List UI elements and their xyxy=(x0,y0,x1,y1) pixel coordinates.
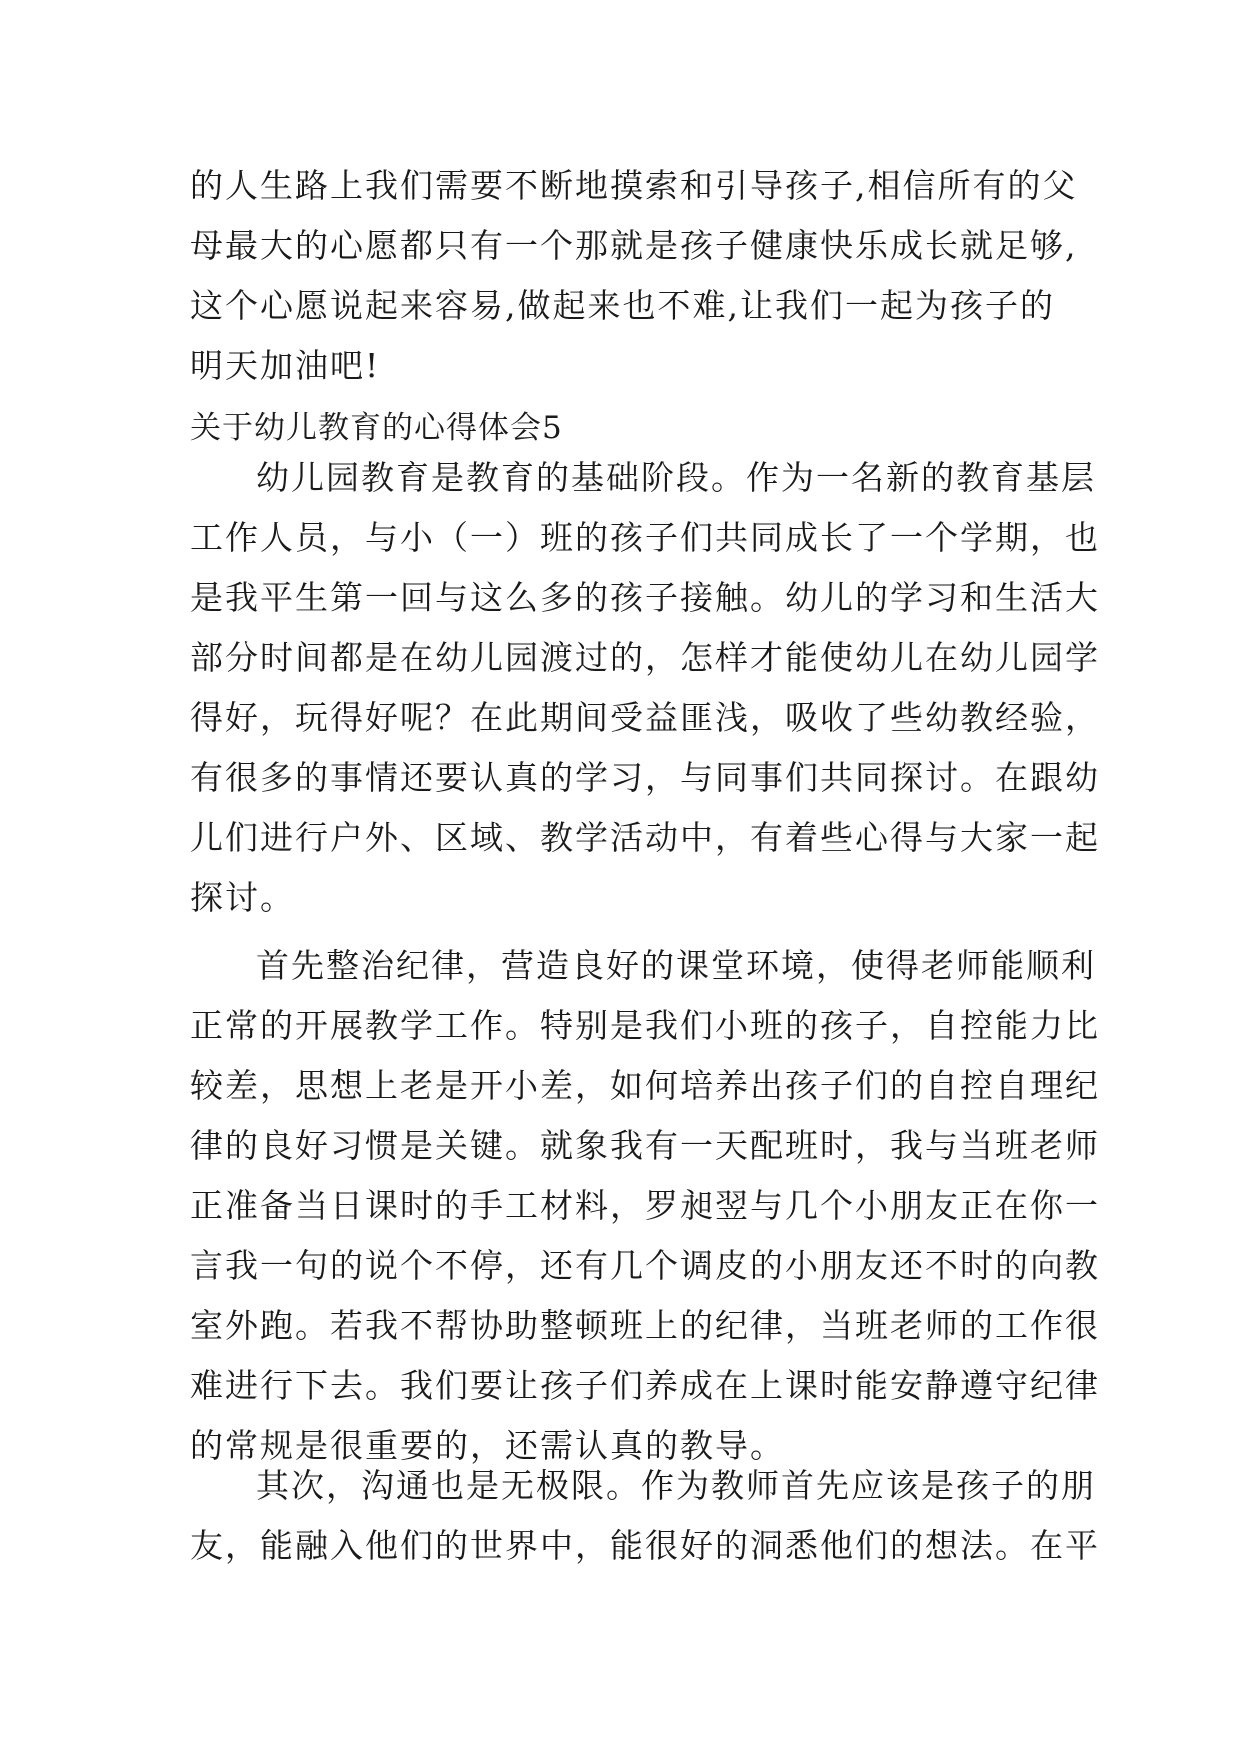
text-line: 室外跑。若我不帮协助整顿班上的纪律，当班老师的工作很 xyxy=(190,1306,1100,1345)
text-line: 这个心愿说起来容易,做起来也不难,让我们一起为孩子的 xyxy=(190,286,1055,325)
text-line: 明天加油吧! xyxy=(190,346,381,385)
text-line: 工作人员，与小（一）班的孩子们共同成长了一个学期，也 xyxy=(190,518,1100,557)
heading-text: 关于幼儿教育的心得体会5 xyxy=(190,410,563,446)
text-line: 难进行下去。我们要让孩子们养成在上课时能安静遵守纪律 xyxy=(190,1366,1100,1405)
text-line: 言我一句的说个不停，还有几个调皮的小朋友还不时的向教 xyxy=(190,1246,1100,1285)
text-line: 正准备当日课时的手工材料，罗昶翌与几个小朋友正在你一 xyxy=(190,1186,1100,1225)
intro-paragraph xyxy=(190,156,1078,396)
paragraph-1 xyxy=(190,448,1100,928)
text-line: 其次，沟通也是无极限。作为教师首先应该是孩子的朋 xyxy=(256,1466,1096,1505)
text-line: 得好，玩得好呢？在此期间受益匪浅，吸收了些幼教经验， xyxy=(190,698,1100,737)
text-line: 正常的开展教学工作。特别是我们小班的孩子，自控能力比 xyxy=(190,1006,1100,1045)
text-line: 友，能融入他们的世界中，能很好的洞悉他们的想法。在平 xyxy=(190,1526,1100,1565)
text-line: 的常规是很重要的，还需认真的教导。 xyxy=(190,1426,785,1465)
text-line: 的人生路上我们需要不断地摸索和引导孩子,相信所有的父 xyxy=(190,166,1078,205)
text-line: 探讨。 xyxy=(190,878,295,917)
paragraph-2 xyxy=(190,936,1100,1476)
text-line: 母最大的心愿都只有一个那就是孩子健康快乐成长就足够, xyxy=(190,226,1078,265)
text-line: 有很多的事情还要认真的学习，与同事们共同探讨。在跟幼 xyxy=(190,758,1100,797)
text-line: 儿们进行户外、区域、教学活动中，有着些心得与大家一起 xyxy=(190,818,1100,857)
text-line: 是我平生第一回与这么多的孩子接触。幼儿的学习和生活大 xyxy=(190,578,1100,617)
paragraph-3 xyxy=(190,1456,1100,1576)
text-line: 较差，思想上老是开小差，如何培养出孩子们的自控自理纪 xyxy=(190,1066,1100,1105)
text-line: 幼儿园教育是教育的基础阶段。作为一名新的教育基层 xyxy=(256,458,1096,497)
text-line: 部分时间都是在幼儿园渡过的，怎样才能使幼儿在幼儿园学 xyxy=(190,638,1100,677)
text-line: 首先整治纪律，营造良好的课堂环境，使得老师能顺利 xyxy=(256,946,1096,985)
text-line: 律的良好习惯是关键。就象我有一天配班时，我与当班老师 xyxy=(190,1126,1100,1165)
